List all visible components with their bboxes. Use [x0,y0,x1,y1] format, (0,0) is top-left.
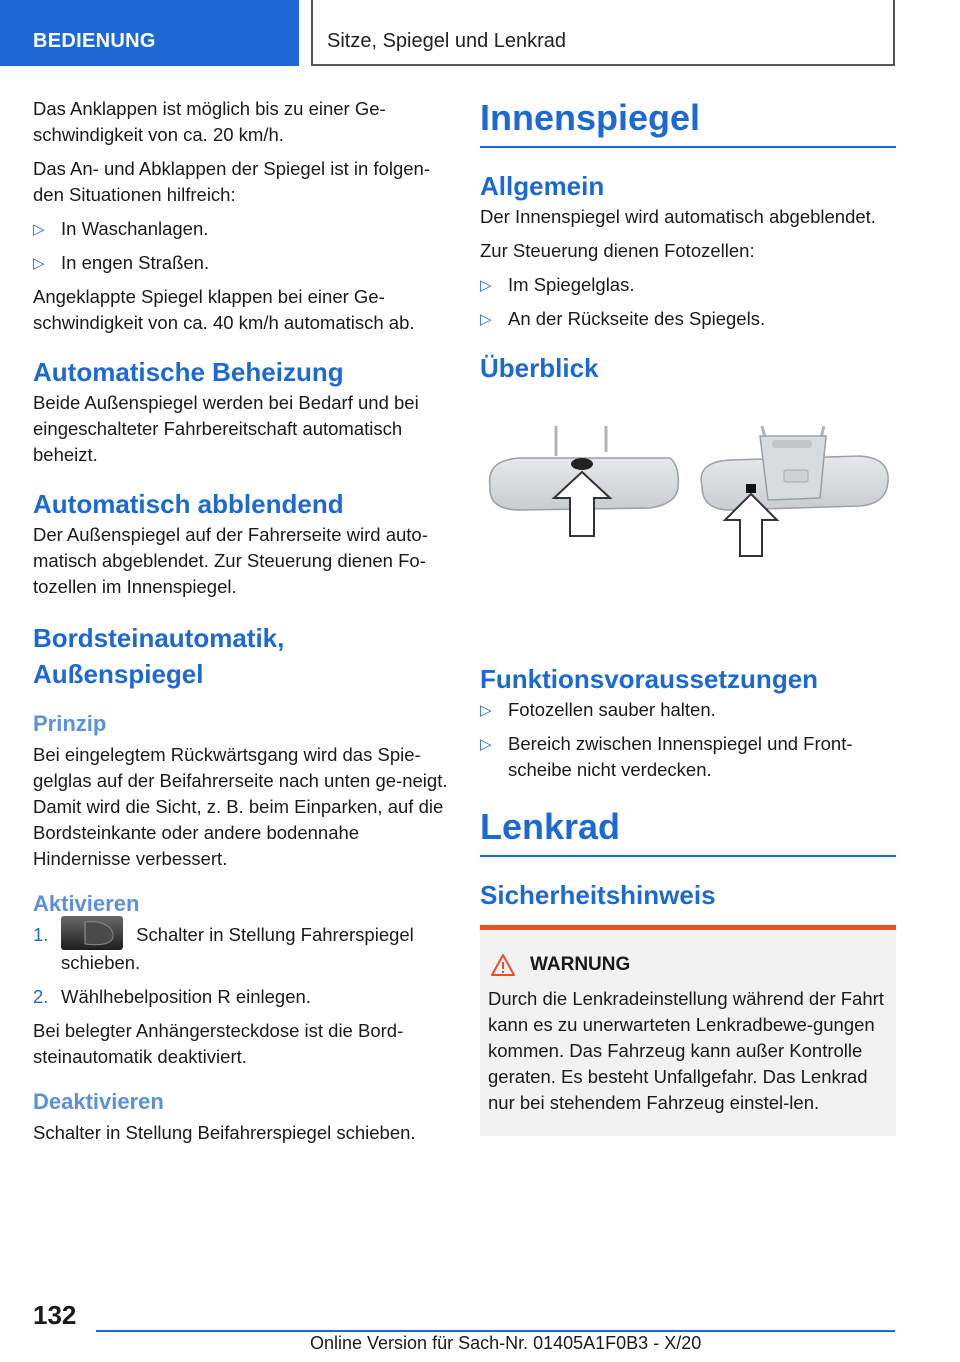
heading-activate: Aktivieren [33,891,140,916]
warning-box [480,925,896,1136]
paragraph: Schalter in Stellung Beifahrerspiegel schieben. [33,1122,416,1144]
chapter-title: Sitze, Spiegel und Lenkrad [327,30,567,52]
heading-dimming: Automatisch abblendend [33,489,344,519]
warning-title: WARNUNG [488,952,884,978]
mirror-switch-icon [61,916,123,950]
list-item: ▷ An der Rückseite des Spiegels. [480,306,896,332]
warning-triangle-icon [490,953,516,977]
list-item: ▷ Im Spiegelglas. [480,272,896,298]
page-number: 132 [33,1300,77,1330]
left-column [33,96,449,1154]
paragraph: Der Außenspiegel auf der Fahrerseite wird auto-matisch abgeblendet. Zur Steuerung dienen Fo-tozellen im Innenspiegel. [33,524,428,597]
paragraph: Der Innenspiegel wird automatisch abgeblendet. [480,206,876,227]
heading-overview: Überblick [480,353,599,383]
heading-principle: Prinzip [33,711,107,736]
heading-mirror: Innenspiegel [480,96,896,148]
triangle-right-icon: ▷ [480,277,492,294]
heading-heating: Automatische Beheizung [33,357,344,387]
footer-online-version: Online Version für Sach-Nr. 01405A1F0B3 - X/20 [310,1333,702,1353]
list-item: ▷ In engen Straßen. [33,250,449,276]
heading-requirements: Funktionsvoraussetzungen [480,664,819,694]
paragraph: Zur Steuerung dienen Fotozellen: [480,240,755,261]
triangle-right-icon: ▷ [33,221,45,238]
bullet-list [480,697,896,783]
list-item: 2. Wählhebelposition R einlegen. [33,986,311,1008]
triangle-right-icon: ▷ [480,702,492,719]
heading-wheel: Lenkrad [480,805,896,857]
paragraph: Bei belegter Anhängersteckdose ist die Bord-steinautomatik deaktiviert. [33,1020,404,1068]
paragraph: Bei eingelegtem Rückwärtsgang wird das Spie-gelglas auf der Beifahrerseite nach unten ge-neigt. Damit wird die Sicht, z. B. beim Einparken, auf die Bordsteinkante oder andere bodennahe Hindernisse verbessert. [33,744,448,869]
triangle-right-icon: ▷ [480,736,492,753]
mirror-photocell-figure [480,426,896,616]
footer-divider [96,1330,895,1332]
list-item: ▷ Fotozellen sauber halten. [480,697,896,723]
paragraph: Angeklappte Spiegel klappen bei einer Ge-schwindigkeit von ca. 40 km/h automatisch ab. [33,286,415,333]
triangle-right-icon: ▷ [33,255,45,272]
paragraph: Beide Außenspiegel werden bei Bedarf und bei eingeschalteter Fahrbereitschaft automatisch beheizt. [33,392,419,465]
heading-safety: Sicherheitshinweis [480,880,716,910]
triangle-right-icon: ▷ [480,311,492,328]
section-tab [0,0,299,66]
warning-text: Durch die Lenkradeinstellung während der Fahrt kann es zu unerwarteten Lenkradbewe-gungen kommen. Das Fahrzeug kann außer Kontrolle geraten. Es besteht Unfallgefahr. Das Lenkrad nur bei stehendem Fahrzeug einstel-len. [488,988,884,1113]
heading-general: Allgemein [480,171,605,201]
bullet-list [480,272,896,332]
paragraph: Das Anklappen ist möglich bis zu einer Ge-schwindigkeit von ca. 20 km/h. [33,98,386,145]
heading-deactivate: Deaktivieren [33,1089,164,1115]
page-header [0,0,960,66]
paragraph: Das An- und Abklappen der Spiegel ist in folgen-den Situationen hilfreich: [33,158,430,205]
chapter-tab [311,0,895,66]
steps-list [33,922,449,1010]
right-column [480,96,896,1136]
list-item: ▷ Bereich zwischen Innenspiegel und Front-scheibe nicht verdecken. [480,733,853,780]
list-item: 1. Schalter in Stellung Fahrerspiegel schieben. [33,922,449,976]
bullet-list [33,216,449,276]
heading-curb: Bordsteinautomatik, Außenspiegel [33,623,285,689]
list-item: ▷ In Waschanlagen. [33,216,449,242]
section-title: BEDIENUNG [33,30,156,52]
